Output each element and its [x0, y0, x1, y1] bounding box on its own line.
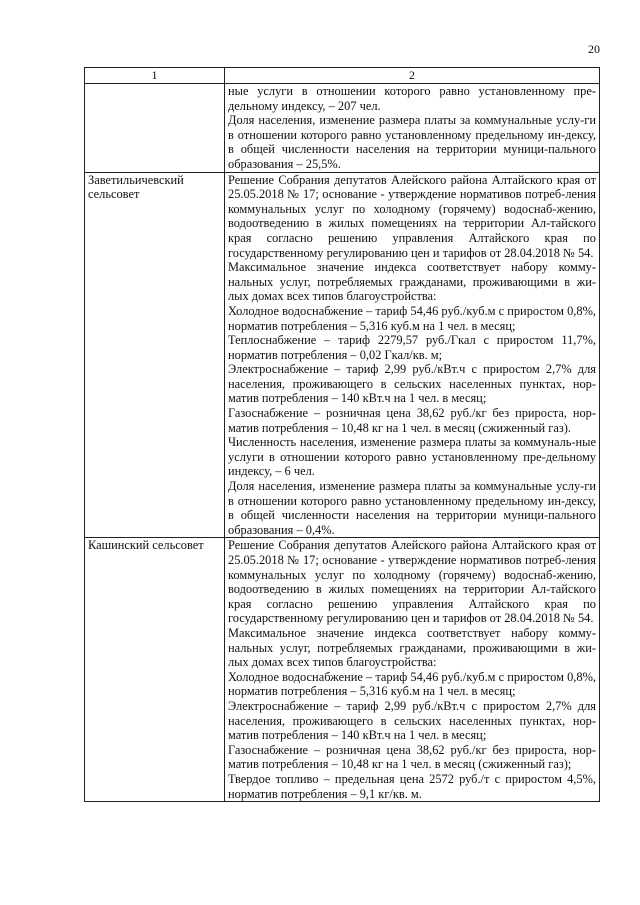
- column-header-1: 1: [85, 68, 225, 84]
- paragraph: Численность населения, изменение размера платы за коммуналь-ные услуги в отношении которого равно установленному пре-дельному индексу, – 6 чел.: [228, 435, 596, 479]
- settlement-name: Заветильичевский сельсовет: [85, 172, 225, 538]
- paragraph: Максимальное значение индекса соответствует набору комму-нальных услуг, потребляемых гражданами, проживающими в жи-лых домах всех типов благоустройства:: [228, 625, 596, 670]
- paragraph: Электроснабжение – тариф 2,99 руб./кВт.ч с приростом 2,7% для населения, проживающего в сельских населенных пунктах, нор-матив потребления – 140 кВт.ч на 1 чел. в месяц;: [228, 362, 596, 406]
- settlement-name: [85, 84, 225, 173]
- paragraph: Холодное водоснабжение – тариф 54,46 руб./куб.м с приростом 0,8%, норматив потребления – 5,316 куб.м на 1 чел. в месяц;: [228, 303, 596, 333]
- paragraph: Газоснабжение – розничная цена 38,62 руб./кг без прироста, нор-матив потребления – 10,48 кг на 1 чел. в месяц (сжиженный газ).: [228, 406, 596, 435]
- table-row: [85, 172, 600, 538]
- paragraph: Газоснабжение – розничная цена 38,62 руб./кг без прироста, нор-матив потребления – 10,48 кг на 1 чел. в месяц (сжиженный газ);: [228, 742, 596, 772]
- table-row: [85, 538, 600, 802]
- paragraph: Теплоснабжение – тариф 2279,57 руб./Гкал с приростом 11,7%, норматив потребления – 0,02 Гкал/кв. м;: [228, 333, 596, 362]
- paragraph: Электроснабжение – тариф 2,99 руб./кВт.ч с приростом 2,7% для населения, проживающего в сельских населенных пунктах, нор-матив потребления – 140 кВт.ч на 1 чел. в месяц;: [228, 698, 596, 743]
- paragraph: ные услуги в отношении которого равно установленному пре-дельному индексу, – 207 чел.: [228, 84, 596, 113]
- settlement-name: Кашинский сельсовет: [85, 538, 225, 802]
- paragraph: Решение Собрания депутатов Алейского района Алтайского края от 25.05.2018 № 17; основание - утверждение нормативов потреб-ления коммунальных услуг по холодному (горячему) водоснаб-жению, водоотведению в жилых помещениях на территории Ал-тайского края согласно решению управления Алтайского края по государственному регулированию цен и тарифов от 28.04.2018 № 54.: [228, 538, 596, 626]
- paragraph: Доля населения, изменение размера платы за коммунальные услу-ги в отношении которого равно установленному предельному ин-дексу, в общей численности населения на территории муници-пального образования – 25,5%.: [228, 113, 596, 171]
- table-header-row: [85, 68, 600, 84]
- paragraph: Доля населения, изменение размера платы за коммунальные услу-ги в отношении которого равно установленному предельному ин-дексу, в общей численности населения на территории муници-пального образования – 0,4%.: [228, 479, 596, 537]
- settlement-description: [225, 538, 600, 802]
- column-header-2: 2: [225, 68, 600, 84]
- settlement-description: [225, 84, 600, 173]
- settlement-description: [225, 172, 600, 538]
- utilities-table: [84, 67, 600, 802]
- paragraph: Решение Собрания депутатов Алейского района Алтайского края от 25.05.2018 № 17; основание - утверждение нормативов потреб-ления коммунальных услуг по холодному (горячему) водоснаб-жению, водоотведению в жилых помещениях на территории Ал-тайского края согласно решению управления Алтайского края по государственному регулированию цен и тарифов от 28.04.2018 № 54.: [228, 172, 596, 260]
- paragraph: Твердое топливо – предельная цена 2572 руб./т с приростом 4,5%, норматив потребления – 9,1 кг/кв. м.: [228, 771, 596, 801]
- page-number: 20: [588, 42, 600, 56]
- paragraph: Холодное водоснабжение – тариф 54,46 руб./куб.м с приростом 0,8%, норматив потребления – 5,316 куб.м на 1 чел. в месяц;: [228, 669, 596, 699]
- paragraph: Максимальное значение индекса соответствует набору комму-нальных услуг, потребляемых гражданами, проживающими в жи-лых домах всех типов благоустройства:: [228, 260, 596, 304]
- table-row: [85, 84, 600, 173]
